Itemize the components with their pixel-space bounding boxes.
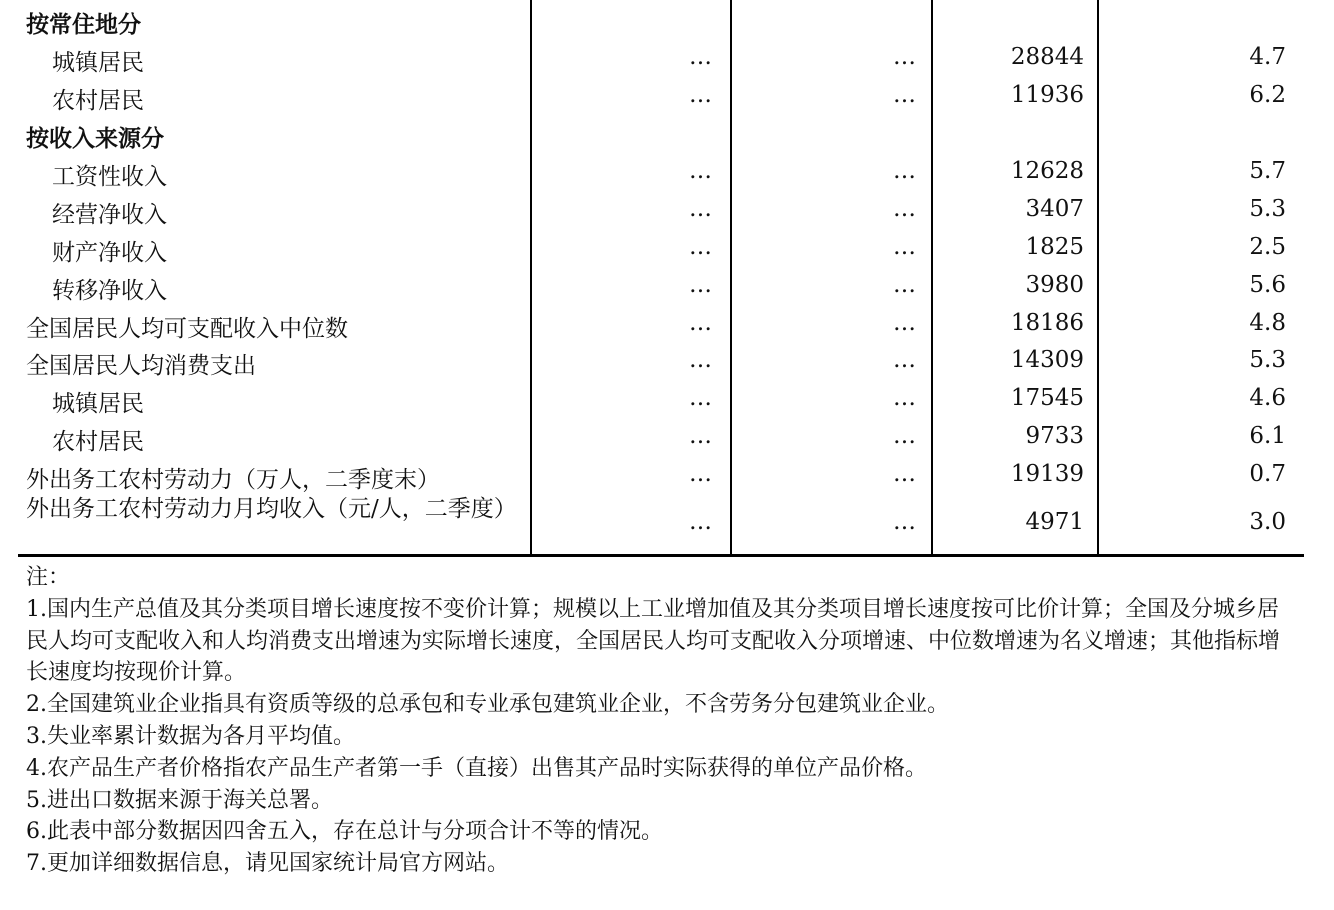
cell-growth: 6.2 bbox=[1249, 82, 1286, 108]
cell-value: 14309 bbox=[1010, 347, 1084, 373]
cell-value: 11936 bbox=[1010, 82, 1084, 108]
cell-col2: … bbox=[893, 423, 916, 449]
row-label: 全国居民人均可支配收入中位数 bbox=[26, 316, 348, 342]
notes-heading: 注： bbox=[26, 565, 71, 590]
cell-col2: … bbox=[893, 82, 916, 108]
cell-col1: … bbox=[689, 385, 712, 411]
cell-col2: … bbox=[893, 310, 916, 336]
note-item: 1.国内生产总值及其分类项目增长速度按不变价计算；规模以上工业增加值及其分类项目增长速度按可比价计算；全国及分城乡居民人均可支配收入和人均消费支出增速为实际增长速度，全国居民人均可支配收入分项增速、中位数增速为名义增速；其他指标增长速度均按现价计算。 bbox=[26, 596, 1281, 686]
cell-col1: … bbox=[689, 509, 712, 535]
row-label: 农村居民 bbox=[52, 88, 144, 114]
note-item: 3.失业率累计数据为各月平均值。 bbox=[26, 723, 355, 749]
cell-col1: … bbox=[689, 44, 712, 70]
cell-value: 28844 bbox=[1010, 44, 1084, 70]
cell-col2: … bbox=[893, 509, 916, 535]
cell-col2: … bbox=[893, 234, 916, 260]
cell-value: 3407 bbox=[1025, 196, 1084, 222]
cell-growth: 4.6 bbox=[1249, 385, 1286, 411]
cell-value: 3980 bbox=[1025, 272, 1084, 298]
cell-growth: 5.3 bbox=[1249, 347, 1286, 373]
cell-col2: … bbox=[893, 347, 916, 373]
cell-col2: … bbox=[893, 44, 916, 70]
row-label: 按常住地分 bbox=[26, 11, 141, 38]
cell-col1: … bbox=[689, 310, 712, 336]
cell-growth: 2.5 bbox=[1249, 234, 1286, 260]
column-divider bbox=[1097, 0, 1099, 554]
row-label: 工资性收入 bbox=[52, 164, 167, 190]
row-label: 经营净收入 bbox=[52, 202, 167, 228]
cell-growth: 3.0 bbox=[1249, 509, 1286, 535]
cell-value: 1825 bbox=[1025, 234, 1084, 260]
note-item: 5.进出口数据来源于海关总署。 bbox=[26, 787, 333, 813]
note-item: 4.农产品生产者价格指农产品生产者第一手（直接）出售其产品时实际获得的单位产品价格。 bbox=[26, 755, 927, 781]
cell-value: 18186 bbox=[1010, 310, 1084, 336]
row-label: 全国居民人均消费支出 bbox=[26, 353, 256, 379]
column-divider bbox=[931, 0, 933, 554]
cell-col1: … bbox=[689, 423, 712, 449]
cell-growth: 5.7 bbox=[1249, 158, 1286, 184]
cell-value: 12628 bbox=[1010, 158, 1084, 184]
cell-value: 17545 bbox=[1010, 385, 1084, 411]
cell-col1: … bbox=[689, 158, 712, 184]
cell-growth: 0.7 bbox=[1249, 461, 1286, 487]
note-item: 2.全国建筑业企业指具有资质等级的总承包和专业承包建筑业企业，不含劳务分包建筑业企业。 bbox=[26, 692, 949, 718]
cell-value: 4971 bbox=[1025, 509, 1084, 535]
cell-value: 9733 bbox=[1025, 423, 1084, 449]
cell-growth: 5.3 bbox=[1249, 196, 1286, 222]
notes-section bbox=[26, 562, 1296, 880]
row-label: 城镇居民 bbox=[52, 391, 144, 417]
statistics-table bbox=[18, 0, 1304, 557]
cell-growth: 4.8 bbox=[1249, 310, 1286, 336]
cell-growth: 4.7 bbox=[1249, 44, 1286, 70]
row-label: 农村居民 bbox=[52, 429, 144, 455]
cell-growth: 6.1 bbox=[1249, 423, 1286, 449]
note-item: 6.此表中部分数据因四舍五入，存在总计与分项合计不等的情况。 bbox=[26, 819, 663, 845]
cell-col1: … bbox=[689, 82, 712, 108]
cell-col2: … bbox=[893, 385, 916, 411]
cell-col1: … bbox=[689, 347, 712, 373]
cell-col2: … bbox=[893, 158, 916, 184]
table-bottom-rule bbox=[18, 554, 1304, 557]
cell-value: 19139 bbox=[1010, 461, 1084, 487]
cell-col1: … bbox=[689, 234, 712, 260]
row-label: 转移净收入 bbox=[52, 278, 167, 304]
row-label: 按收入来源分 bbox=[26, 125, 164, 152]
cell-col2: … bbox=[893, 461, 916, 487]
cell-col2: … bbox=[893, 196, 916, 222]
row-label: 城镇居民 bbox=[52, 50, 144, 76]
cell-col1: … bbox=[689, 196, 712, 222]
cell-col1: … bbox=[689, 272, 712, 298]
cell-col2: … bbox=[893, 272, 916, 298]
row-label: 外出务工农村劳动力（万人，二季度末） bbox=[26, 467, 440, 493]
cell-col1: … bbox=[689, 461, 712, 487]
cell-growth: 5.6 bbox=[1249, 272, 1286, 298]
row-label: 外出务工农村劳动力月均收入（元/人，二季度） bbox=[26, 496, 517, 522]
row-label: 财产净收入 bbox=[52, 240, 167, 266]
note-item: 7.更加详细数据信息，请见国家统计局官方网站。 bbox=[26, 851, 509, 877]
